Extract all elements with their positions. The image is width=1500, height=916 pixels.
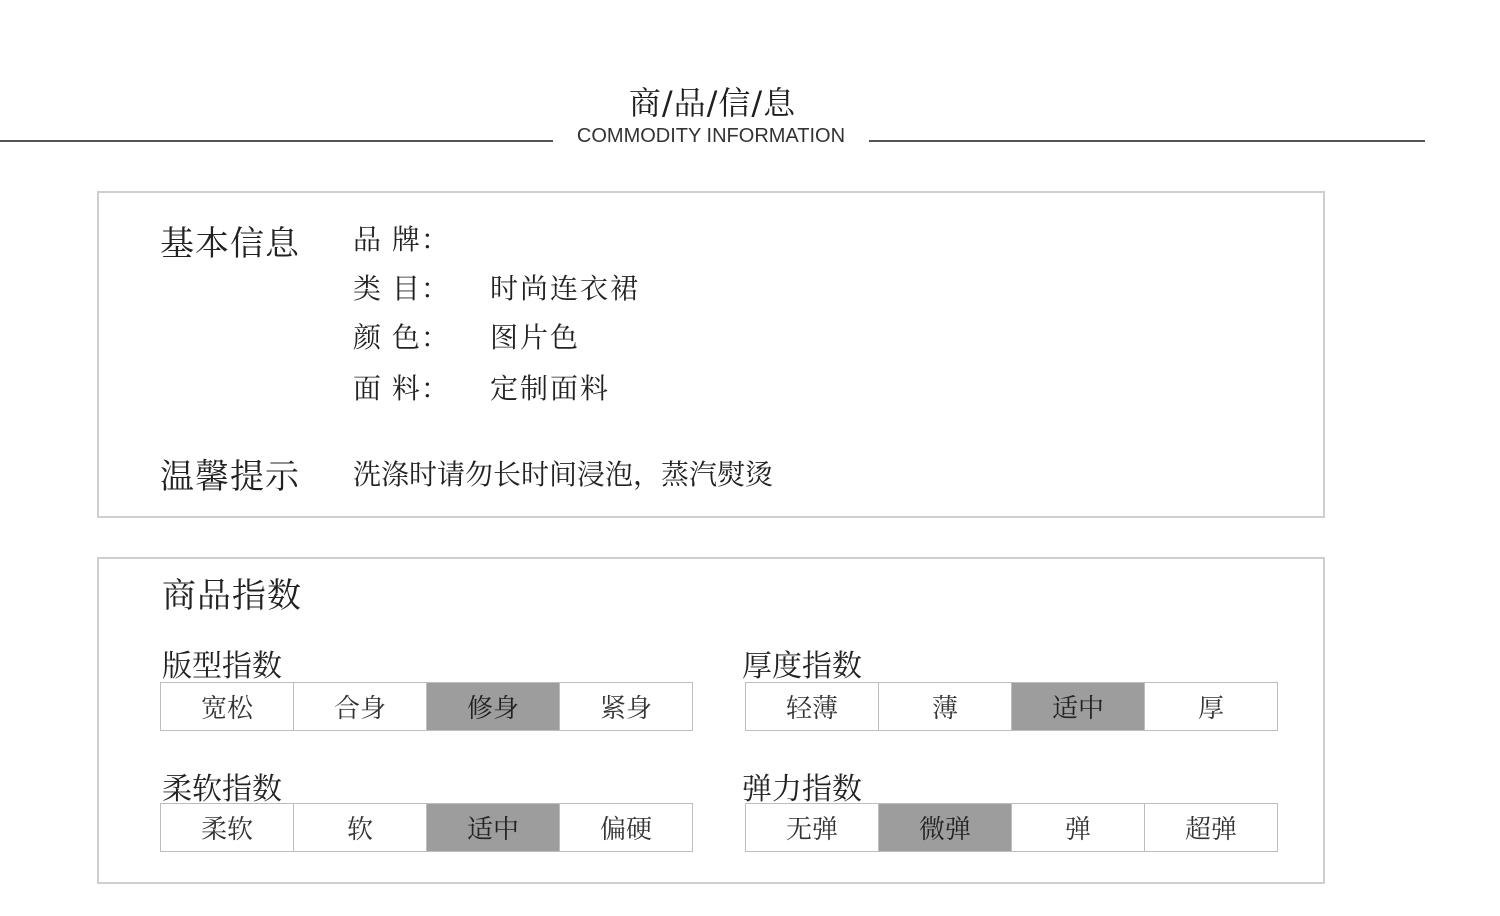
scale-option: 适中 [1011,683,1144,730]
scale-option: 弹 [1011,804,1144,851]
header-divider-right [869,140,1425,142]
scale-option: 无弹 [785,815,838,845]
scale-option: 轻薄 [785,694,838,724]
header-divider-left [0,140,553,142]
scale-title-elasticity: 弹力指数 [742,772,862,807]
tip-text: 洗涤时请勿长时间浸泡，蒸汽熨烫 [353,458,774,491]
product-index-title: 商品指数 [162,576,302,616]
scale-title-thickness: 厚度指数 [742,649,862,684]
field-value-fabric: 定制面料 [490,372,611,405]
scale-option: 适中 [426,804,559,851]
scale-fit [160,682,693,731]
field-value-category: 时尚连衣裙 [490,272,641,305]
scale-option: 宽松 [200,694,253,724]
scale-option: 紧身 [559,683,692,730]
scale-softness [160,803,693,852]
page-title: 商/品/信/息 [628,84,797,122]
scale-option: 偏硬 [559,804,692,851]
scale-option: 软 [293,804,426,851]
scale-option: 柔软 [200,815,253,845]
scale-thickness [745,682,1278,731]
scale-option: 超弹 [1144,804,1277,851]
scale-option: 微弹 [878,804,1011,851]
field-label-category: 类 目： [353,272,450,305]
scale-option: 厚 [1144,683,1277,730]
basic-info-title: 基本信息 [160,224,300,264]
page-subtitle: COMMODITY INFORMATION [576,125,846,147]
tip-title: 温馨提示 [160,457,300,497]
scale-title-fit: 版型指数 [162,649,282,684]
field-label-brand: 品 牌： [353,223,450,256]
field-label-fabric: 面 料： [353,372,450,405]
scale-title-softness: 柔软指数 [162,772,282,807]
scale-elasticity [745,803,1278,852]
field-label-color: 颜 色： [353,321,450,354]
field-value-color: 图片色 [490,321,581,354]
scale-option: 合身 [293,683,426,730]
scale-option: 修身 [426,683,559,730]
scale-option: 薄 [878,683,1011,730]
